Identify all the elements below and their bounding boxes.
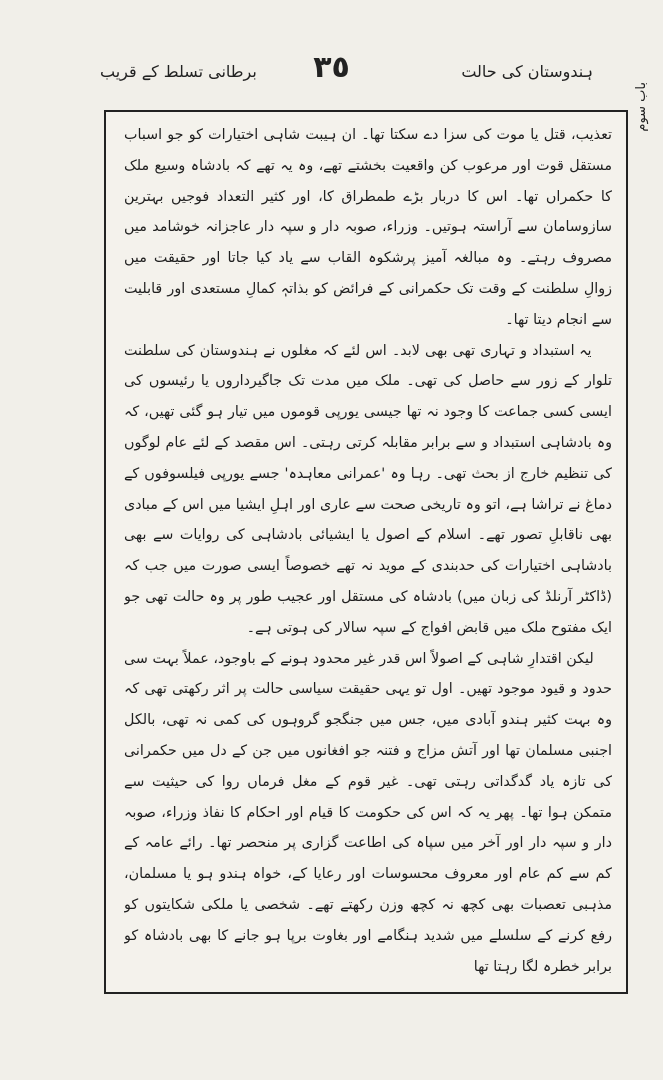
paragraph-2: یہ استبداد و تہاری تھی بھی لابد۔ اس لئے کہ مغلوں نے ہندوستان کی سلطنت تلوار کے زور سے حاصل کی تھی۔ ملک میں مدت تک جاگیرداروں یا رئیسوں کی ایسی کسی جماعت کا وجود نہ تھا جیسی یورپی قوموں میں تیار ہو گئی تھیں، کہ وہ بادشاہی استبداد و سے برابر مقابلہ کرتی رہتی۔ اس مقصد کے لئے عام لوگوں کی تنظیم خارج از بحث تھی۔ رہا وہ 'عمرانی معاہدہ' جسے یورپی فیلسوفوں کے دماغ نے تراشا ہے، اتو وہ تاریخی صحت سے عاری اور اہلِ ایشیا میں اس کے مبادی بھی ناقابلِ تصور تھے۔ اسلام کے اصول یا ایشیائی بادشاہی کی روایات سے بھی بادشاہی اختیارات کی حدبندی کے موید نہ تھے خصوصاً ایسی صورت میں جب کہ (ڈاکٹر آرنلڈ کی زبان میں) بادشاہ کی مستقل اور عجیب طور پر وہ حالت تھی جو ایک مفتوح ملک میں قابض افواج کے سپہ سالار کی ہوتی ہے۔ xyxy=(124,342,612,636)
page-number: ٣٥ xyxy=(313,50,350,85)
margin-chapter-note: باب سوم xyxy=(634,82,649,132)
body-text xyxy=(124,120,612,982)
running-header-section: برطانی تسلط کے قریب xyxy=(100,62,257,81)
paragraph-3: لیکن اقتدارِ شاہی کے اصولاً اس قدر غیر محدود ہونے کے باوجود، عملاً بہت سی حدود و قیود موجود تھیں۔ اول تو یہی حقیقت سیاسی حالت پر اثر رکھتی تھی کہ وہ بہت کثیر ہندو آبادی میں، جس میں جنگجو گروہوں کی کمی نہ تھی، بالکل اجنبی مسلمان تھا اور آتش مزاج و فتنہ جو افغانوں میں جن کے دل میں حکمرانی کی تازہ یاد گدگداتی رہتی تھی۔ غیر قوم کے مغل فرماں روا کی حیثیت سے متمکن ہوا تھا۔ پھر یہ کہ اس کی حکومت کا قیام اور احکام کا نفاذ وزراء، صوبہ دار و سپہ دار اور آخر میں سپاہ کی اطاعت گزاری پر منحصر تھا۔ رائے عامہ کے کم سے کم عام اور معروف محسوسات اور رعایا کے، خواہ ہندو ہو یا مسلمان، مذہبی تعصبات بھی کچھ نہ کچھ وزن رکھتے تھے۔ شخصی یا ملکی شکایتوں کو رفع کرنے کے سلسلے میں شدید ہنگامے اور بغاوت برپا ہو جانے کا بھی بادشاہ کو برابر خطرہ لگا رہتا تھا xyxy=(124,650,612,975)
running-header-chapter: ہندوستان کی حالت xyxy=(461,62,593,81)
paragraph-1: تعذیب، قتل یا موت کی سزا دے سکتا تھا۔ ان ہیبت شاہی اختیارات کو جو اسباب مستقل قوت اور مرعوب کن واقعیت بخشتے تھے، وہ یہ تھے کہ بادشاہ وسیع ملک کا حکمراں تھا۔ اس کا دربار بڑے طمطراق کا، اور کثیر التعداد فوجیں بہترین سازوسامان سے آراستہ ہوتیں۔ وزراء، صوبہ دار و سپہ دار عاجزانہ خوشامد میں مصروف رہتے۔ وہ مبالغہ آمیز پرشکوہ القاب سے یاد کیا جاتا اور حقیقت میں زوالِ سلطنت کے وقت تک حکمرانی کے فرائض کو بذاتہٖ کمالِ مستعدی اور قابلیت سے انجام دیتا تھا۔ xyxy=(124,127,612,328)
text-frame xyxy=(104,110,628,994)
